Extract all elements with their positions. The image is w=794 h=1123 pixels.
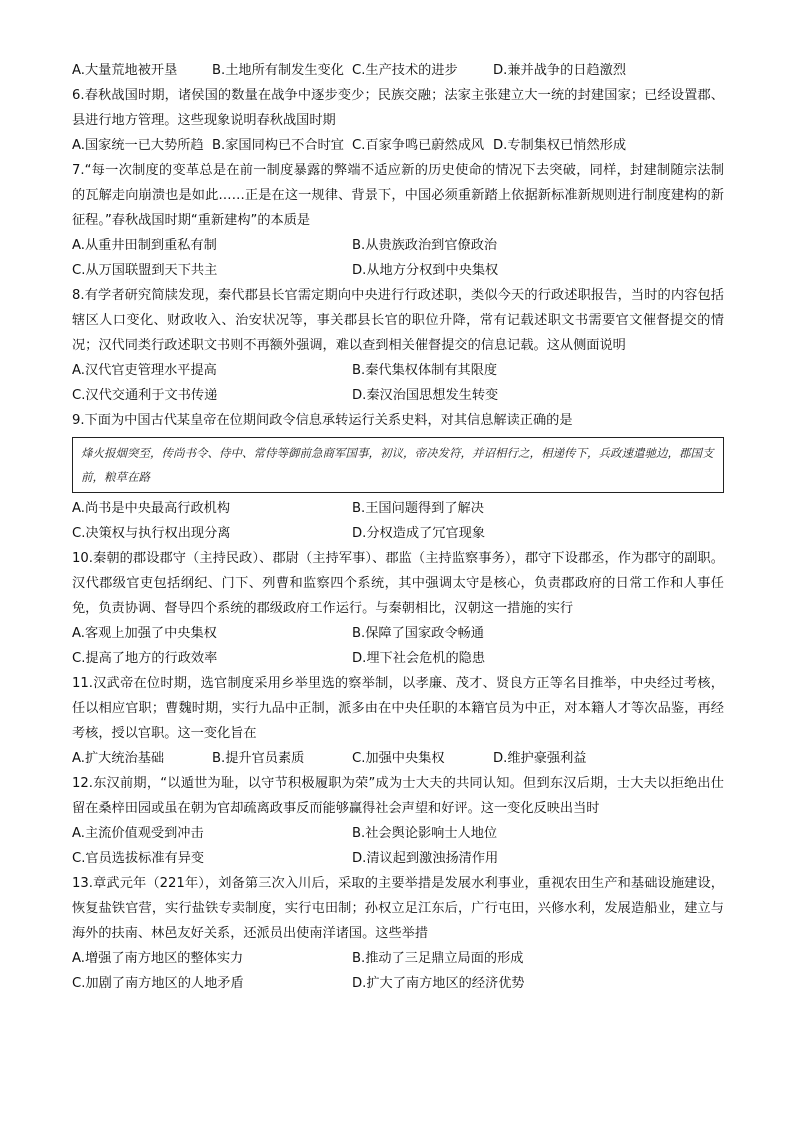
q11-option-a: A.扩大统治基础 — [72, 751, 165, 766]
q12-options-row2 — [72, 846, 724, 871]
q11-option-c: C.加强中央集权 — [352, 751, 445, 766]
q11-option-d: D.维护豪强利益 — [493, 751, 587, 766]
q8-option-b: B.秦代集权体制有其限度 — [352, 363, 498, 378]
q8-option-c: C.汉代交通利于文书传递 — [72, 388, 218, 403]
q9-option-b: B.王国问题得到了解决 — [352, 501, 484, 516]
q8-options-row2 — [72, 383, 724, 408]
q13-stem: 13.章武元年（221年），刘备第三次入川后，采取的主要举措是发展水利事业，重视农田生产和基础设施建设，恢复盐铁官营，实行盐铁专卖制度，实行屯田制；孙权立足江东后，广行屯田，兴修水利，发展造船业，建立与海外的扶南、林邑友好关系，还派员出使南洋诸国。这些举措 — [72, 876, 724, 941]
q5-option-d: D.兼并战争的日趋激烈 — [493, 63, 627, 78]
q7-options-row1 — [72, 233, 724, 258]
q7-option-d: D.从地方分权到中央集权 — [352, 263, 499, 278]
q6-option-a: A.国家统一已大势所趋 — [72, 138, 204, 153]
q13-option-d: D.扩大了南方地区的经济优势 — [352, 976, 525, 991]
q5-options — [72, 58, 724, 83]
q13-options-row1 — [72, 946, 724, 971]
q13-option-b: B.推动了三足鼎立局面的形成 — [352, 951, 524, 966]
q9-option-a: A.尚书是中央最高行政机构 — [72, 501, 231, 516]
q8-stem: 8.有学者研究简牍发现，秦代郡县长官需定期向中央进行行政述职，类似今天的行政述职报告，当时的内容包括辖区人口变化、财政收入、治安状况等，事关郡县长官的职位升降，常有记载述职文书需要官文催督提交的情况；汉代同类行政述职文书则不再额外强调，难以查到相关催督提交的信息记载。这从侧面说明 — [72, 288, 724, 353]
q9-options-row2 — [72, 521, 724, 546]
q10-option-d: D.埋下社会危机的隐患 — [352, 651, 486, 666]
q10-stem: 10.秦朝的郡设郡守（主持民政）、郡尉（主持军事）、郡监（主持监察事务），郡守下设郡丞，作为郡守的副职。汉代郡级官吏包括纲纪、门下、列曹和监察四个系统，其中强调太守是核心，负责郡政府的日常工作和人事任免，负责协调、督导四个系统的郡级政府工作运行。与秦朝相比，汉朝这一措施的实行 — [72, 551, 724, 616]
q7-stem: 7.“每一次制度的变革总是在前一制度暴露的弊端不适应新的历史使命的情况下去突破，同样，封建制随宗法制的瓦解走向崩溃也是如此……正是在这一规律、背景下，中国必须重新踏上依据新标准新规则进行制度建构的新征程。”春秋战国时期“重新建构”的本质是 — [72, 163, 724, 228]
q5-option-a: A.大量荒地被开垦 — [72, 63, 178, 78]
q13-option-c: C.加剧了南方地区的人地矛盾 — [72, 976, 244, 991]
exam-page — [72, 58, 724, 996]
q11-option-b: B.提升官员素质 — [212, 751, 305, 766]
q12-option-c: C.官员选拔标准有异变 — [72, 851, 205, 866]
q13-option-a: A.增强了南方地区的整体实力 — [72, 951, 244, 966]
q12-option-d: D.清议起到激浊扬清作用 — [352, 851, 499, 866]
q11-options — [72, 746, 724, 771]
q9-stem: 9.下面为中国古代某皇帝在位期间政令信息承转运行关系史料，对其信息解读正确的是 — [72, 413, 573, 428]
q6-option-c: C.百家争鸣已蔚然成风 — [352, 138, 485, 153]
q10-option-c: C.提高了地方的行政效率 — [72, 651, 218, 666]
q6-options — [72, 133, 724, 158]
q12-option-a: A.主流价值观受到冲击 — [72, 826, 204, 841]
q12-stem: 12.东汉前期，“以遁世为耻，以守节积极履职为荣”成为士大夫的共同认知。但到东汉后期，士大夫以拒绝出仕留在桑梓田园或虽在朝为官却疏离政事反而能够赢得社会声望和好评。这一变化反映出当时 — [72, 776, 724, 816]
q11-stem: 11.汉武帝在位时期，选官制度采用乡举里选的察举制，以孝廉、茂才、贤良方正等名目推举，中央经过考核，任以相应官职；曹魏时期，实行九品中正制，派多由在中央任职的本籍官员为中正，对本籍人才等次品鉴，再经考核，授以官职。这一变化旨在 — [72, 676, 724, 741]
q7-options-row2 — [72, 258, 724, 283]
q9-source-quote: 烽火报烟突至，传尚书令、侍中、常侍等御前急商军国事，初议，帝决发符，并诏相行之，相递传下，兵政速遣驰边，郡国支前，粮草在路 — [72, 437, 724, 493]
q9-options-row1 — [72, 496, 724, 521]
q12-option-b: B.社会舆论影响士人地位 — [352, 826, 498, 841]
q6-stem: 6.春秋战国时期，诸侯国的数量在战争中逐步变少；民族交融；法家主张建立大一统的封建国家；已经设置郡、县进行地方管理。这些现象说明春秋战国时期 — [72, 88, 724, 128]
q5-option-c: C.生产技术的进步 — [352, 63, 458, 78]
q7-option-c: C.从万国联盟到天下共主 — [72, 263, 218, 278]
q8-options-row1 — [72, 358, 724, 383]
q7-option-a: A.从重井田制到重私有制 — [72, 238, 217, 253]
q9-option-d: D.分权造成了冗官现象 — [352, 526, 486, 541]
q6-option-b: B.家国同构已不合时宜 — [212, 138, 344, 153]
q12-options-row1 — [72, 821, 724, 846]
q10-options-row2 — [72, 646, 724, 671]
q10-option-a: A.客观上加强了中央集权 — [72, 626, 217, 641]
q10-option-b: B.保障了国家政令畅通 — [352, 626, 484, 641]
q10-options-row1 — [72, 621, 724, 646]
q9-option-c: C.决策权与执行权出现分离 — [72, 526, 231, 541]
q8-option-d: D.秦汉治国思想发生转变 — [352, 388, 499, 403]
q8-option-a: A.汉代官吏管理水平提高 — [72, 363, 217, 378]
q5-option-b: B.土地所有制发生变化 — [212, 63, 344, 78]
q13-options-row2 — [72, 971, 724, 996]
q7-option-b: B.从贵族政治到官僚政治 — [352, 238, 498, 253]
q6-option-d: D.专制集权已悄然形成 — [493, 138, 627, 153]
